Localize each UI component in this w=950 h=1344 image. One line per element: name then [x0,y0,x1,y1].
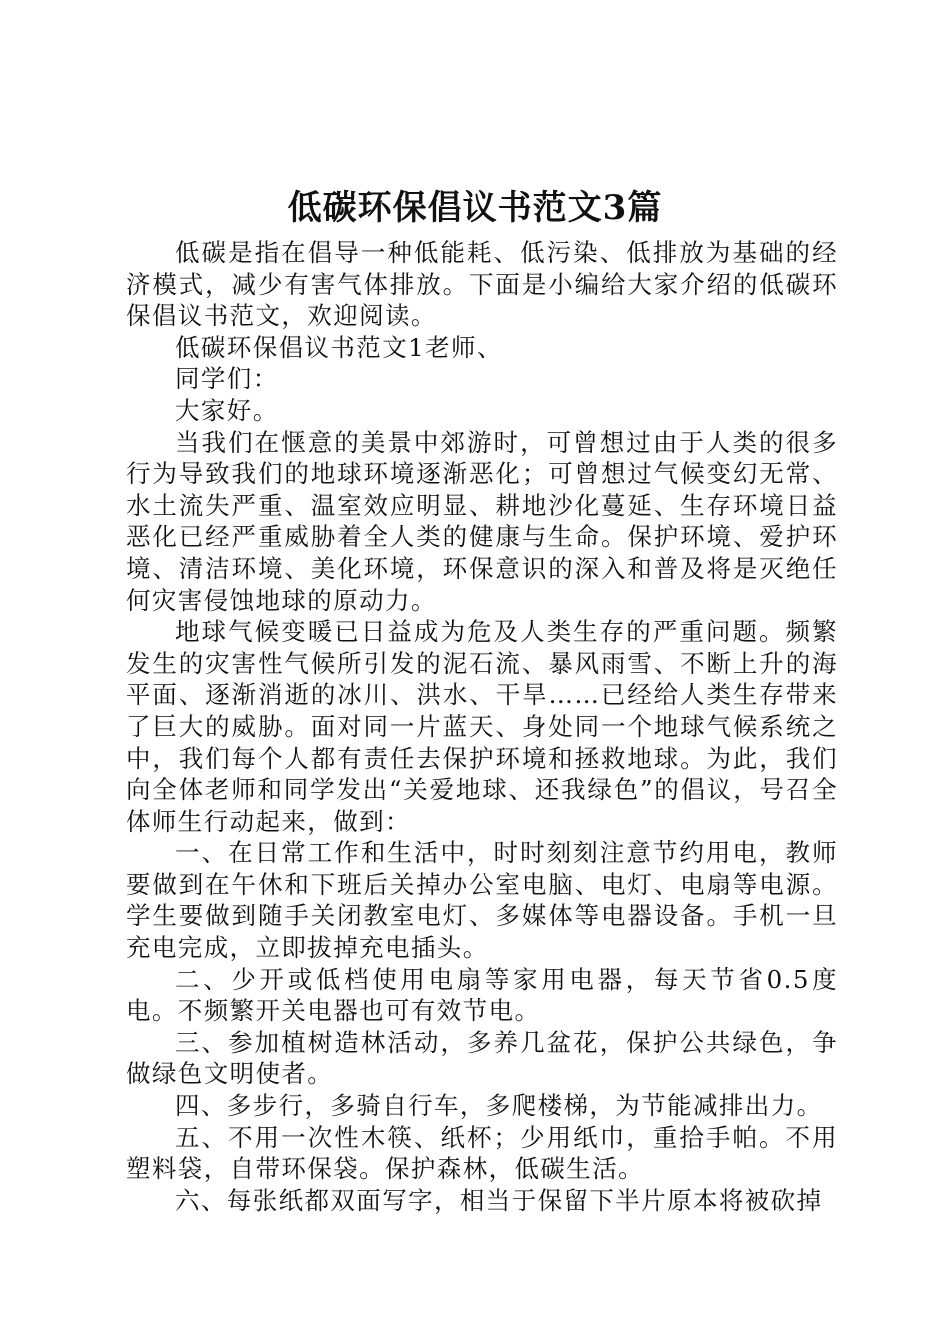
paragraph-salutation: 同学们： [175,364,279,394]
paragraph-item-6: 六、每张纸都双面写字，相当于保留下半片原本将被砍掉 [175,1185,823,1215]
paragraph-item-2: 二、少开或低档使用电扇等家用电器，每天节省0.5度电。不频繁开关电器也可有效节电。 [126,964,838,1026]
paragraph-intro: 低碳是指在倡导一种低能耗、低污染、低排放为基础的经济模式，减少有害气体排放。下面是小编给大家介绍的低碳环保倡议书范文，欢迎阅读。 [126,238,838,331]
paragraph-item-5: 五、不用一次性木筷、纸杯；少用纸巾，重拾手帕。不用塑料袋，自带环保袋。保护森林，低碳生活。 [126,1122,838,1184]
paragraph-item-1: 一、在日常工作和生活中，时时刻刻注意节约用电，教师要做到在午休和下班后关掉办公室电脑、电灯、电扇等电源。学生要做到随手关闭教室电灯、多媒体等电器设备。手机一旦充电完成，立即拔掉充电插头。 [126,838,838,963]
paragraph-climate: 地球气候变暖已日益成为危及人类生存的严重问题。频繁发生的灾害性气候所引发的泥石流、暴风雨雪、不断上升的海平面、逐渐消逝的冰川、洪水、干旱……已经给人类生存带来了巨大的威胁。面对同一片蓝天、身处同一个地球气候系统之中，我们每个人都有责任去保护环境和拯救地球。为此，我们向全体老师和同学发出“关爱地球、还我绿色”的倡议，号召全体师生行动起来，做到： [126,617,838,836]
paragraph-heading-1: 低碳环保倡议书范文1老师、 [175,332,503,362]
paragraph-greeting: 大家好。 [175,395,279,425]
document-title: 低碳环保倡议书范文3篇 [287,188,663,228]
paragraph-item-4: 四、多步行，多骑自行车，多爬楼梯，为节能减排出力。 [175,1091,823,1121]
paragraph-environment: 当我们在惬意的美景中郊游时，可曾想过由于人类的很多行为导致我们的地球环境逐渐恶化；可曾想过气候变幻无常、水土流失严重、温室效应明显、耕地沙化蔓延、生存环境日益恶化已经严重威胁着全人类的健康与生命。保护环境、爱护环境、清洁环境、美化环境，环保意识的深入和普及将是灭绝任何灾害侵蚀地球的原动力。 [126,427,838,615]
paragraph-item-3: 三、参加植树造林活动，多养几盆花，保护公共绿色，争做绿色文明使者。 [126,1027,838,1089]
document-body [126,237,838,1216]
